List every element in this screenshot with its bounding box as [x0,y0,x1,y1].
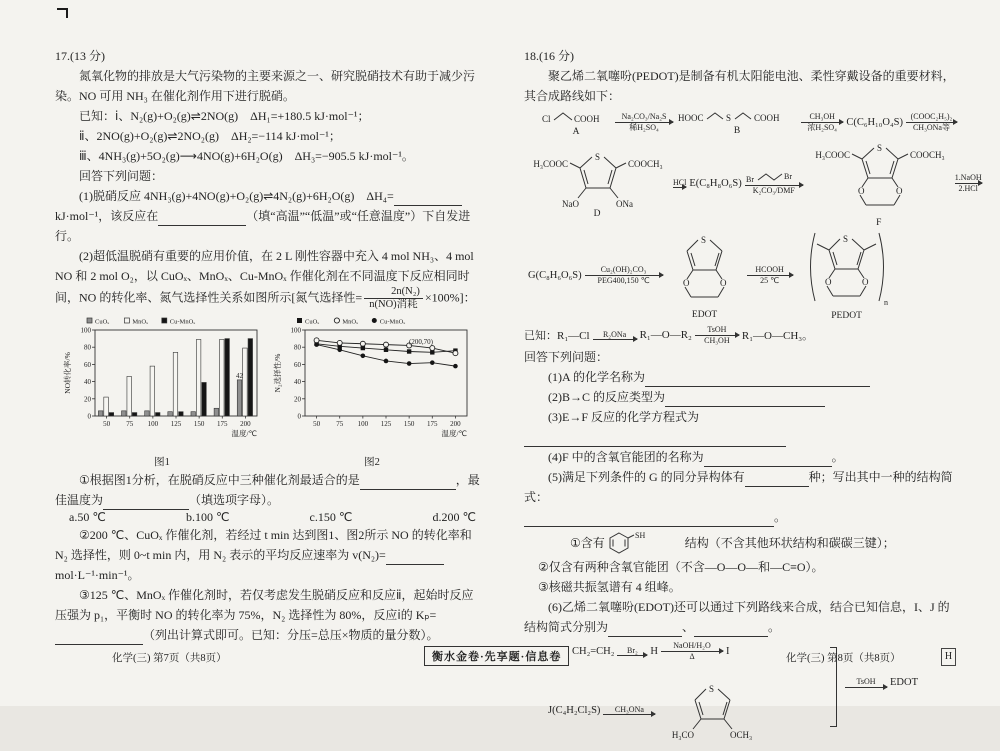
q17-sub1-text-c: （填“高温”“低温”或“任意温度”）下自发进行。 [55,209,471,243]
arrow-condition-bottom: Δ [689,651,695,661]
q18-item6-text: (6)乙烯二氧噻吩(EDOT)还可以通过下列路线来合成，结合已知信息，I、J 的结构简式分别为 [524,600,950,634]
q17-item3-text-b: （列出计算式即可。已知：分压=总压×物质的量分数）。 [143,628,439,642]
condition1-text-a: ①含有 [570,535,605,550]
q18-item-5 [524,467,960,507]
answer-blank [360,476,456,490]
known-text: R₁—O—CH₃。 [741,330,814,342]
svg-text:(200,70): (200,70) [409,337,433,346]
arrow-condition-bottom: 25 ℃ [760,275,780,285]
atom-label: Br [745,175,754,185]
svg-text:50: 50 [313,420,321,428]
svg-text:0: 0 [87,412,91,421]
arrow-condition-top: Br₂ [627,645,638,655]
svg-text:20: 20 [294,395,301,404]
oxygen-atom-label: O [719,278,727,288]
q17-item2-text-a: ②200 ℃、CuOₓ 作催化剂，若经过 t min 达到图1、图2所示 NO 的转化率和 N₂ 选择性，则 0~t min 内，用 N₂ 表示的平均反应速率为 v(N₂)= [55,528,472,562]
group-label: HOOC [678,113,704,123]
fraction-denominator: n(NO)消耗 [369,299,418,310]
answer-blank [386,551,444,565]
sulfur-atom-label: S [709,684,715,694]
svg-text:0: 0 [297,412,301,421]
q18-item6-separator: 、 [682,620,695,634]
reaction-arrow-2 [801,112,843,132]
answer-blank [665,393,825,407]
compound-label-B: B [733,126,741,136]
option-c: c.150 ℃ [309,510,353,524]
q17-item-3 [55,585,482,645]
svg-text:50: 50 [103,420,111,428]
q18-item-5-line2 [524,507,960,527]
known-arrow-1 [593,330,637,341]
compound-C-formula: C(C₆H₁₀O₄S) [846,116,903,128]
sulfur-atom-label: S [595,152,601,162]
compound-label-EDOT: EDOT [691,310,718,320]
option-a: a.50 ℃ [69,510,106,524]
edot-product-label: EDOT [890,677,918,688]
q18-item-1 [524,367,960,387]
arrow-condition-bottom: 浓H₂SO₄ [807,122,837,132]
q18-item6-period: 。 [768,620,781,634]
figure-2-chart [271,314,473,459]
arrow-condition-top: Na₂CO₃/Na₂S [621,112,667,121]
compound-E-formula: E(C₈H₈O₆S) [689,177,742,189]
svg-text:200: 200 [450,420,461,428]
group-label: H₃COOC [533,159,568,169]
scheme-row-2 [524,138,982,228]
q17-sub1-text-a: (1)脱硝反应 4NH₃(g)+4NO(g)+O₂(g)⇌4N₂(g)+6H₂O(g) ΔH₄= [79,189,394,203]
svg-text:MnOₓ: MnOₓ [342,318,359,326]
reaction-arrow-1 [615,112,673,132]
arrow-condition-top: Cu₂(OH)₂CO₃ [600,265,647,274]
reaction-arrow-6 [955,173,982,193]
answer-blank [158,212,246,226]
q17-item-2 [55,525,482,585]
svg-text:N₂选择性/%: N₂选择性/% [273,353,282,393]
q18-number: 18.(16 分) [524,49,574,63]
oxygen-atom-label: O [682,278,690,288]
q18-item5-text-b: 种；写出其中一种的结构简式： [524,470,953,504]
answer-blank [55,631,143,645]
figure-1 [61,314,263,469]
structure-F [806,138,952,228]
option-d: d.200 ℃ [432,510,476,524]
answer-blank [524,513,774,527]
arrow-condition-bottom: CH₃OH [704,335,730,345]
group-label: H₃CO [672,730,695,740]
arrow-condition-bottom: 2.HCl [958,183,978,193]
structure-EDOT [666,230,744,320]
arrow-condition-top: HCOOH [755,265,784,274]
q18-ask: 回答下列问题： [524,350,609,364]
oxygen-atom-label: O [824,277,832,287]
answer-blank [745,473,809,487]
arrow-condition-bottom: CH₃ONa等 [912,122,950,132]
oxygen-atom-label: O [861,277,869,287]
svg-text:80: 80 [294,343,301,352]
edge-mark-h: H [941,648,956,666]
q17-item1-text-a: ①根据图1分析，在脱硝反应中三种催化剂最适合的是 [79,473,360,487]
svg-text:75: 75 [126,420,134,428]
dibromoethane-drawing [745,170,803,185]
svg-text:80: 80 [84,343,91,352]
q18-item4-text: (4)F 中的含氧官能团的名称为 [548,450,704,464]
q17-sub1 [55,186,482,246]
q17-known-3: ⅲ、4NH₃(g)+5O₂(g)⟶4NO(g)+6H₂O(g) ΔH₃=−905.5 kJ·mol⁻¹。 [79,149,414,163]
svg-text:Cu-MnOₓ: Cu-MnOₓ [379,318,406,326]
group-label: COOH [574,114,600,124]
compound-label-D: D [593,209,601,219]
arrow-condition-top: CH₃OH [809,112,835,121]
scheme-row-3 [528,229,960,321]
svg-text:60: 60 [84,360,91,369]
scheme2-row-3 [842,677,918,688]
compound-J-formula: J(C₄H₂Cl₂S) [548,704,601,716]
q17-options-row [55,510,482,525]
nitrogen-selectivity-fraction [364,286,423,311]
group-label: ONa [616,199,633,209]
svg-text:温度/℃: 温度/℃ [231,429,257,438]
structure-A [540,107,612,137]
q17-item1-text-c: （填选项字母）。 [189,493,280,507]
q18-item-3 [524,407,960,447]
scheme2-arrow-4 [845,677,887,688]
scheme2-row-2 [548,679,766,741]
arrow-condition-top: HCl [673,177,687,187]
oxygen-atom-label: O [895,186,903,196]
known-info-line [524,325,960,345]
svg-text:MnOₓ: MnOₓ [132,318,149,326]
svg-text:100: 100 [80,326,91,335]
dimethoxythiophene-structure [658,679,766,741]
q18-condition-2: ②仅含有两种含氧官能团（不含—O—O—和—C≡O）。 [538,560,824,574]
fraction-numerator: 2n(N₂) [364,286,423,299]
group-label: H₃COOC [815,150,850,160]
svg-text:CuOₓ: CuOₓ [95,318,110,326]
q18-item-2 [524,387,960,407]
known-text: 已知：R₁—Cl [524,330,590,342]
reaction-arrow-5 [745,170,803,196]
atom-label: Cl [542,114,551,124]
reaction-arrow-8 [747,265,793,285]
q17-known-1: 已知：ⅰ、N₂(g)+O₂(g)⇌2NO(g) ΔH₁=+180.5 kJ·mol⁻¹； [79,109,370,123]
sulfur-atom-label: S [726,113,732,123]
svg-text:温度/℃: 温度/℃ [441,429,467,438]
svg-text:Cu-MnOₓ: Cu-MnOₓ [169,318,196,326]
q18-item2-text: (2)B→C 的反应类型为 [548,390,666,404]
q18-condition-1 [524,527,960,557]
q17-sub1-text-b: kJ·mol⁻¹，该反应在 [55,209,159,223]
page-left-question-17 [55,46,482,645]
answer-blank [394,192,462,206]
figures-row [61,314,482,469]
svg-text:40: 40 [84,378,91,387]
svg-text:150: 150 [193,420,205,428]
q18-item3-text: (3)E→F 反应的化学方程式为 [548,410,699,424]
q18-item4-period: 。 [831,450,844,464]
compound-label-F: F [876,218,882,228]
svg-text:100: 100 [147,420,159,428]
q17-ask: 回答下列问题： [79,169,164,183]
svg-text:100: 100 [357,420,369,428]
svg-text:NO转化率/%: NO转化率/% [63,352,72,394]
arrow-condition-top: 1.NaOH [954,173,982,182]
arrow-condition-top: NaOH/H₂O [673,641,711,650]
structure-B-drawing [676,108,798,126]
q17-item3-text-a: ③125 ℃、MnOₓ 作催化剂时，若仅考虑发生脱硝反应和反应ⅱ，起始时反应压强为 p₁，平衡时 NO 的转化率为 75%，N₂ 选择性为 80%，反应ⅰ的 Kₚ= [55,588,474,622]
compound-label-PEDOT: PEDOT [831,311,862,321]
arrow-condition-top: CH₃ONa [614,704,644,714]
group-label: COOCH₃ [628,159,663,169]
answer-blank [704,453,832,467]
sulfur-atom-label: S [842,234,848,244]
svg-text:200: 200 [240,420,251,428]
q18-intro: 聚乙烯二氧噻吩(PEDOT)是制备有机太阳能电池、柔性穿戴设备的重要材料，其合成路线如下： [524,69,955,103]
figure-1-chart [61,314,263,459]
group-label: COOH [754,113,780,123]
q18-item5-text-a: (5)满足下列条件的 G 的同分异构体有 [548,470,745,484]
q17-sub2 [55,246,482,311]
thiol-group-label: SH [634,531,645,540]
structure-PEDOT-drawing [796,229,898,311]
q18-item-6 [524,597,960,637]
answer-blank [694,623,768,637]
arrow-condition-bottom: K₂CO₃/DMF [752,186,795,196]
arrow-condition-bottom: PEG400,150 ℃ [597,275,650,285]
scheme2-row-1 [572,641,730,661]
arrow-condition-top: R₂ONa [602,329,627,339]
svg-text:150: 150 [403,420,415,428]
svg-text:42: 42 [235,371,243,380]
q17-known-2: ⅱ、2NO(g)+O₂(g)⇌2NO₂(g) ΔH₂=−114 kJ·mol⁻¹； [79,129,341,143]
scheme-row-1 [540,107,960,137]
q17-sub2-text-b: ×100%]： [424,290,476,305]
sulfur-atom-label: S [700,235,706,245]
structure-A-drawing [540,107,612,127]
arrow-condition-bottom: 稀H₂SO₄ [629,122,659,132]
scheme2-arrow-1 [617,646,647,657]
q18-condition-3: ③核磁共振氢谱有 4 组峰。 [538,580,681,594]
arrow-condition-top: TsOH [707,325,727,334]
structure-D [524,147,670,219]
q17-intro: 氮氧化物的排放是大气污染物的主要来源之一、研究脱硝技术有助于减少污染。NO 可用 NH₃ 在催化剂作用下进行脱硝。 [55,69,476,103]
svg-text:20: 20 [84,395,91,404]
q18-item-4 [524,447,960,467]
benzene-thiol-structure [605,527,653,557]
known-arrow-2 [695,325,739,345]
compound-G-formula: G(C₈H₆O₆S) [528,269,582,281]
group-label: COOCH₃ [909,150,945,160]
footer-page-8: 化学(三) 第8页（共8页） [786,653,901,664]
print-registration-mark [57,8,68,18]
q17-number: 17.(13 分) [55,49,105,63]
footer-page-7: 化学(三) 第7页（共8页） [112,653,227,664]
compound-H-label: H [650,645,659,657]
q17-item2-text-b: mol·L⁻¹·min⁻¹。 [55,568,140,582]
svg-text:60: 60 [294,360,301,369]
reaction-arrow-4 [673,178,686,189]
condition1-text-b: 结构（不含其他环状结构和碳碳三键）； [684,535,895,550]
structure-EDOT-drawing [666,230,744,310]
structure-B [676,108,798,136]
scheme2-arrow-3 [603,705,655,716]
q18-item1-text: (1)A 的化学名称为 [548,370,645,384]
svg-text:75: 75 [336,420,344,428]
reaction-arrow-7 [585,265,663,285]
svg-text:100: 100 [290,326,301,335]
structure-D-drawing [524,147,670,209]
q17-item-1 [55,470,482,510]
arrow-condition-top: (COOC₂H₅)₂ [910,112,953,121]
group-label: NaO [562,199,579,209]
reaction-arrow-3 [906,112,957,132]
answer-blank [608,623,682,637]
structure-PEDOT [796,229,898,321]
svg-text:175: 175 [217,420,228,428]
figure-1-caption: 图1 [154,457,170,468]
svg-text:125: 125 [170,420,182,428]
compound-label-A: A [572,127,580,137]
answer-blank [103,496,189,510]
svg-text:125: 125 [380,420,392,428]
known-text: R₁—O—R₂ [639,329,692,341]
page-right-question-18 [524,46,982,751]
sulfur-atom-label: S [876,143,882,153]
q17-item1-text-b: ，最佳温度为 [55,473,480,507]
svg-text:CuOₓ: CuOₓ [305,318,320,326]
compound-I-label: I [726,645,730,657]
polymer-n-subscript: n [883,298,888,307]
arrow-condition-top: TsOH [856,677,876,687]
svg-text:175: 175 [427,420,438,428]
oxygen-atom-label: O [857,186,865,196]
answer-blank [524,433,786,447]
scheme2-arrow-2 [661,641,723,661]
footer-brand-box: 衡水金卷·先享题·信息卷 [424,646,569,666]
q18-item5-period: 。 [774,510,787,524]
figure-2 [271,314,473,469]
option-b: b.100 ℃ [185,510,230,524]
atom-label: Br [783,172,792,182]
answer-blank [645,373,870,387]
q17-sub2-text-a: (2)超低温脱硝有重要的应用价值，在 2 L 刚性容器中充入 4 mol NH₃、4 mol NO 和 2 mol O₂，以 CuOₓ、MnOₓ、Cu-MnOₓ 作催化剂在不同温度下反应相同时间，NO 的转化率、氮气选择性关系如图所示[氮气选择性= [55,249,474,305]
ethylene-formula: CH₂=CH₂ [572,645,615,657]
svg-text:40: 40 [294,378,301,387]
structure-F-drawing [806,138,952,218]
figure-2-caption: 图2 [364,457,380,468]
group-label: OCH₃ [730,730,753,740]
